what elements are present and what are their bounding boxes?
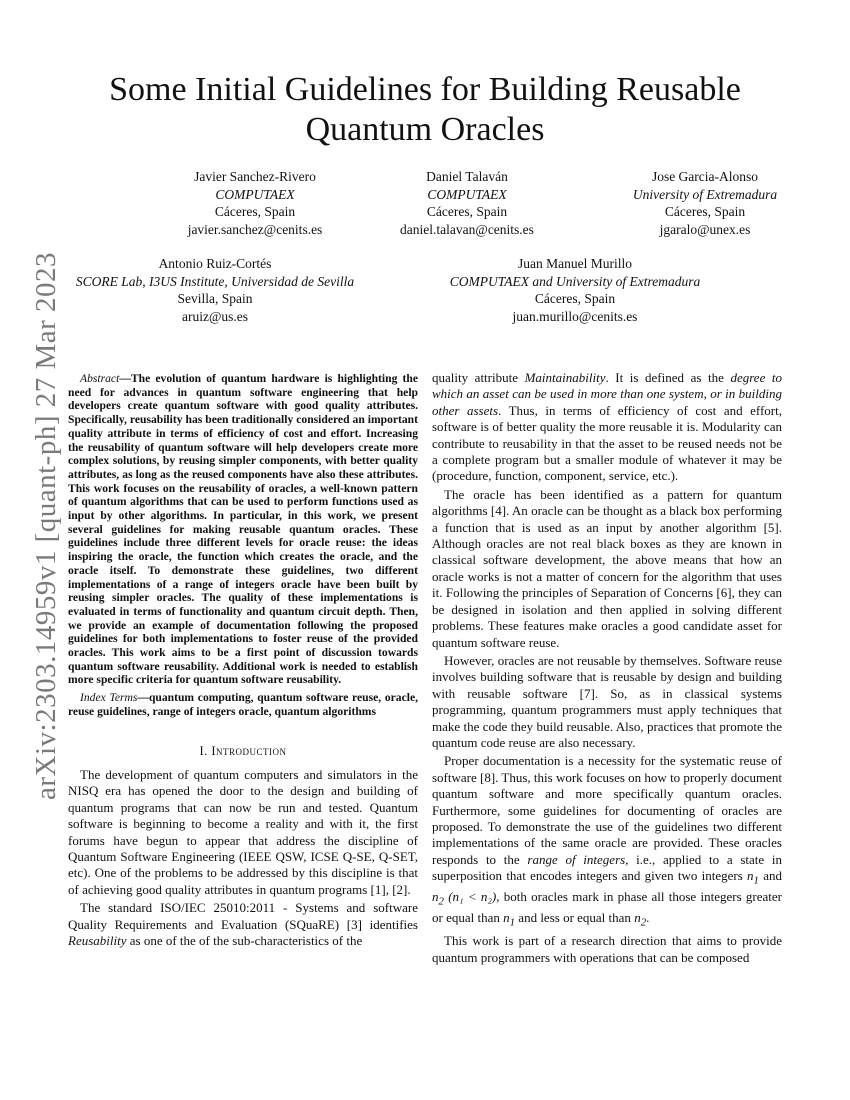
author-name: Jose Garcia-Alonso [651, 169, 759, 184]
index-terms [68, 691, 418, 718]
author-location: Sevilla, Spain [177, 291, 253, 306]
math-var: n [432, 889, 439, 905]
right-column [432, 370, 782, 968]
text-span: . Thus, in terms of efficiency of cost and effort, software is of better quality the more reusable it is. Modularity can contribute to reusability in that the asset to be reused needs not be a complete program but a smaller module of whatever it may be (procedure, function, component, service, etc.). [432, 402, 782, 484]
author-block-3 [590, 168, 820, 238]
author-block-1 [140, 168, 370, 238]
right-paragraph-3 [432, 753, 782, 931]
math-sub: 2 [640, 916, 647, 929]
author-block-4 [60, 255, 370, 325]
author-email: jgaralo@unex.es [659, 221, 751, 237]
text-span: and [763, 868, 783, 884]
right-paragraph-4: This work is part of a research direction that aims to provide quantum programmers with operations that can be composed [432, 933, 782, 965]
index-terms-label: Index Terms [80, 691, 138, 705]
intro-paragraph-2 [68, 900, 418, 949]
text-span: , both oracles mark in phase all those integers greater or equal than [432, 889, 782, 926]
abstract-label: Abstract [80, 372, 120, 385]
right-paragraph-2: However, oracles are not reusable by themselves. Software reuse involves building software that is reusable by design and building with reusable software [7]. So, as in classical systems programming, quantum programmers must apply techniques that make the code they build reusable. Also, practices that promote the quantum code reuse are also necessary. [432, 652, 782, 750]
math-var: n [503, 910, 510, 926]
intro-p2-tail: as one of the of the sub-characteristics of the [129, 933, 363, 949]
text-span: . It is defined as the [605, 370, 724, 385]
author-affiliation: COMPUTAEX [427, 186, 507, 202]
author-email: daniel.talavan@cenits.es [400, 221, 534, 237]
math-var: n [634, 910, 641, 926]
arxiv-stamp-text: arXiv:2303.14959v1 [quant-ph] 27 Mar 2023 [30, 251, 62, 800]
author-name: Daniel Talaván [426, 169, 508, 184]
author-affiliation: SCORE Lab, I3US Institute, Universidad de Sevilla [75, 273, 355, 289]
author-name: Antonio Ruiz-Cortés [158, 256, 272, 271]
right-paragraph-0 [432, 370, 782, 485]
author-location: Cáceres, Spain [664, 204, 746, 219]
math-sub: 1 [509, 916, 516, 929]
math-n1 [503, 910, 516, 929]
text-span: Proper documentation is a necessity for the systematic reuse of software [8]. Thus, this work focuses on how to properly document quantum software and more specifically quantum oracles. Furthermore, some guidelines for documenting of oracles are proposed. To demonstrate the use of the guidelines two different implementations of the same oracle are provided. These oracles responds to the [432, 753, 782, 867]
section-heading: I. Introduction [199, 743, 287, 758]
author-location: Cáceres, Spain [426, 204, 508, 219]
text-span: . [646, 910, 650, 926]
text-span: and less or equal than [518, 910, 631, 926]
reuse-definition: degree to which an asset can be used in more than one system, or in building other assets [432, 370, 783, 418]
index-terms-text: —quantum computing, quantum software reuse, oracle, reuse guidelines, range of integers oracle, quantum algorithms [68, 691, 418, 718]
author-location: Cáceres, Spain [534, 291, 616, 306]
paper-title: Some Initial Guidelines for Building Reusable Quantum Oracles [109, 71, 741, 148]
author-name: Juan Manuel Murillo [518, 256, 632, 271]
right-paragraph-1: The oracle has been identified as a pattern for quantum algorithms [4]. An oracle can be thought as a black box performing a function that is used as an input by another algorithm [5]. Although oracles are not real black boxes as they are known in classical software development, the above means that how an oracle works is not a matter of concern for the algorithm that uses it. Following the principles of Separation of Concerns [6], they can be designed in isolation and then applied in solving different problems. These features make oracles a good candidate asset for quantum software reuse. [432, 486, 782, 650]
author-email: aruiz@us.es [181, 308, 249, 324]
text-span: quality attribute [432, 370, 518, 385]
math-n1 [747, 868, 759, 887]
math-sub: 2 [438, 895, 444, 908]
text-span: , i.e., applied to a state in superposition that encodes integers and given two integers [432, 851, 783, 884]
intro-p2-text: The standard ISO/IEC 25010:2011 - Systems and software Quality Requirements and Evaluation (SQuaRE) [3] identifies [68, 900, 418, 932]
author-block-2 [352, 168, 582, 238]
intro-paragraph-1: The development of quantum computers and simulators in the NISQ era has opened the door to the design and building of quantum programs that can now be run and tested. Quantum software is beginning to become a reality and with it, the first forums have begun to appear that address the discipline of Quantum Software Engineering (IEEE QSW, ICSE Q-SE, Q-SET, etc). One of the problems to be addressed by this discipline is that of achieving good quality attributes in quantum programs [1], [2]. [68, 766, 418, 897]
math-var: n [747, 868, 754, 884]
abstract [68, 372, 418, 687]
author-email: juan.murillo@cenits.es [512, 308, 638, 324]
arxiv-stamp [28, 251, 64, 800]
abstract-text: —The evolution of quantum hardware is highlighting the need for advances in quantum software engineering that help developers create quantum software with good quality attributes. Specifically, reusability has been traditionally considered an important quality attribute in terms of efficiency of cost and effort. Increasing the reusability of quantum software will help developers create more complex solutions, by reusing simpler components, with better quality attributes, as long as the reused components have also these attributes. This work focuses on the reusability of oracles, a well-known pattern of quantum algorithms that can be used to perform functions used as input by other algorithms. In particular, in this work, we present several guidelines for making reusable quantum oracles. These guidelines include three different levels for oracle reuse: the ideas inspiring the oracle, the function which creates the oracle, and the oracle itself. To demonstrate these guidelines, two different implementations of a range of integers oracle have been built by reusing simpler oracles. The quality of these implementations is evaluated in terms of functionality and quantum circuit depth. Then, we provide an example of documentation following the proposed guidelines for both implementations to foster reuse of the provided oracles. This work aims to be a first point of discussion towards quantum software reusability. Additional work is needed to establish more specific criteria for quantum software reusability. [68, 372, 418, 687]
maintainability-term: Maintainability [524, 370, 606, 385]
author-affiliation: COMPUTAEX and University of Extremadura [449, 273, 701, 289]
math-n2 [432, 889, 444, 908]
math-sub: 1 [753, 874, 759, 887]
author-affiliation: COMPUTAEX [215, 186, 295, 202]
math-condition: (n₁ < n₂) [448, 889, 497, 905]
left-column [68, 372, 418, 951]
reusability-term: Reusability [68, 933, 127, 949]
author-affiliation: University of Extremadura [632, 186, 778, 202]
author-name: Javier Sanchez-Rivero [194, 169, 316, 184]
author-block-5 [420, 255, 730, 325]
math-n2 [634, 910, 647, 929]
author-location: Cáceres, Spain [214, 204, 296, 219]
range-of-integers-term: range of integers [527, 851, 626, 867]
author-email: javier.sanchez@cenits.es [187, 221, 323, 237]
